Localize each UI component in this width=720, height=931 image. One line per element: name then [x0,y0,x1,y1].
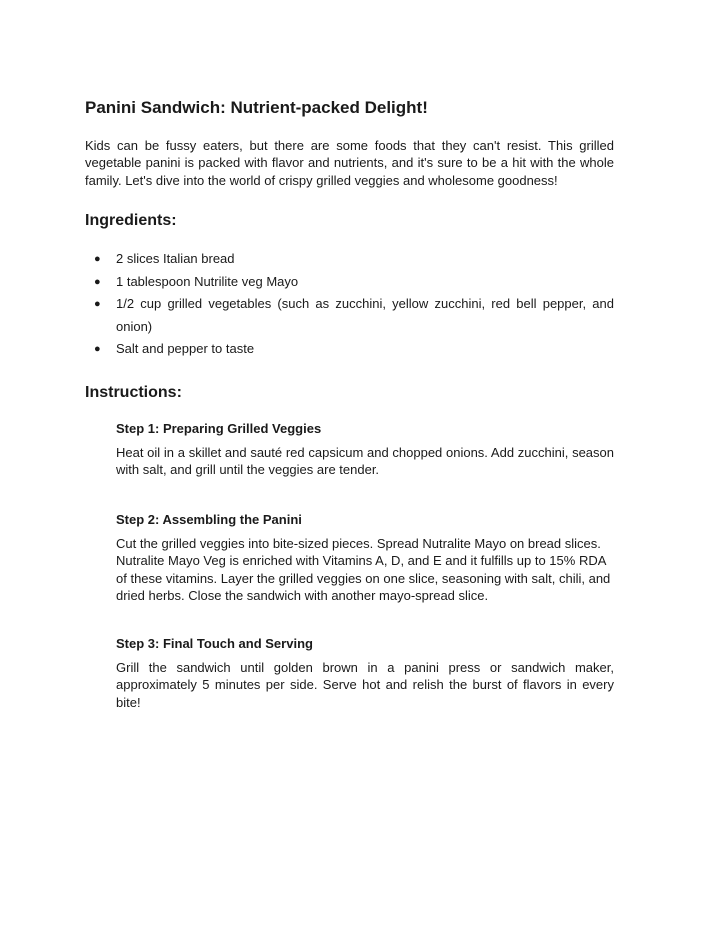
bullet-icon: ● [94,298,101,310]
document-title: Panini Sandwich: Nutrient-packed Delight! [85,98,428,117]
step-title: Step 1: Preparing Grilled Veggies [116,421,322,436]
step-title: Step 3: Final Touch and Serving [116,636,313,651]
ingredients-heading: Ingredients: [85,212,177,229]
instruction-step [116,420,614,479]
ingredient-item [85,293,614,338]
step-text: Heat oil in a skillet and sauté red capsicum and chopped onions. Add zucchini, season with salt, and grill until the veggies are tender. [116,445,614,478]
step-text: Grill the sandwich until golden brown in a panini press or sandwich maker, approximately 5 minutes per side. Serve hot and relish the burst of flavors in every bite! [116,660,614,710]
step-title: Step 2: Assembling the Panini [116,512,302,527]
ingredient-text: 1/2 cup grilled vegetables (such as zucchini, yellow zucchini, red bell pepper, and onion) [116,296,614,334]
ingredient-text: 2 slices Italian bread [116,251,235,266]
ingredients-list [85,248,614,361]
instruction-step [116,511,614,605]
step-text: Cut the grilled veggies into bite-sized pieces. Spread Nutralite Mayo on bread slices. Nutralite Mayo Veg is enriched with Vitamins A, D, and E and it fulfills up to 15% RDA of these vitamins. Layer the grilled veggies on one slice, seasoning with salt, chili, and dried herbs. Close the sandwich with another mayo-spread slice. [116,536,611,604]
ingredient-item [85,271,614,294]
bullet-icon: ● [94,253,101,265]
bullet-icon: ● [94,343,101,355]
instructions-heading: Instructions: [85,384,182,401]
bullet-icon: ● [94,275,101,288]
ingredient-item [85,248,614,271]
instruction-step [116,635,614,711]
ingredient-item [85,338,614,361]
intro-paragraph: Kids can be fussy eaters, but there are some foods that they can't resist. This grilled vegetable panini is packed with flavor and nutrients, and it's sure to be a hit with the whole family. Let's dive into the world of crispy grilled veggies and wholesome goodness! [85,138,614,188]
ingredient-text: 1 tablespoon Nutrilite veg Mayo [116,273,299,289]
ingredient-text: Salt and pepper to taste [116,341,255,356]
